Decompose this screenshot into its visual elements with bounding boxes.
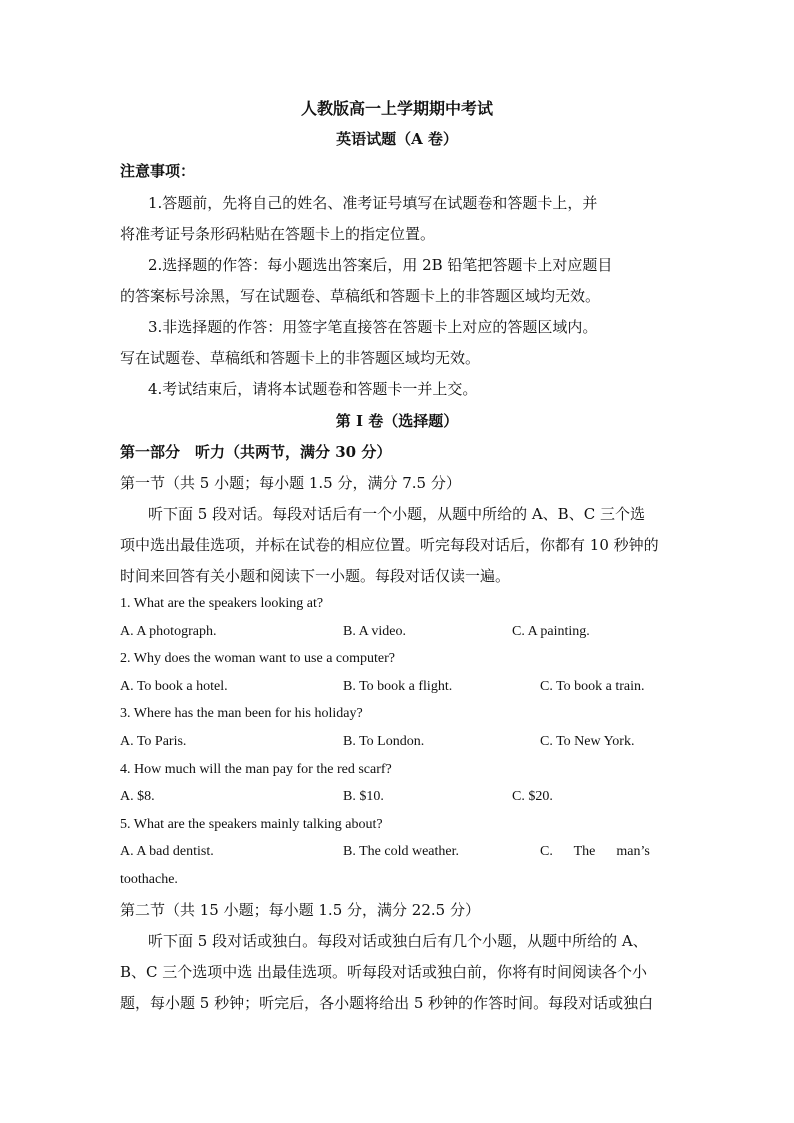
page-title: 人教版高一上学期期中考试 bbox=[300, 99, 493, 118]
notice-line: 3.非选择题的作答：用签字笔直接答在答题卡上对应的答题区域内。 bbox=[148, 318, 598, 336]
question-stem: 4. How much will the man pay for the red scarf? bbox=[120, 762, 392, 777]
option-b: B. To London. bbox=[343, 734, 425, 749]
option-a: A. A photograph. bbox=[120, 624, 217, 639]
section1-heading: 第一节（共 5 小题；每小题 1.5 分，满分 7.5 分） bbox=[120, 474, 461, 492]
option-c-continued: toothache. bbox=[120, 872, 178, 887]
option-b: B. A video. bbox=[343, 624, 407, 639]
question-stem: 3. Where has the man been for his holiday? bbox=[120, 706, 363, 721]
option-c: C. To book a train. bbox=[540, 679, 645, 694]
option-a: A. A bad dentist. bbox=[120, 844, 214, 859]
option-b: B. The cold weather. bbox=[343, 844, 459, 859]
notice-line: 的答案标号涂黑，写在试题卷、草稿纸和答题卡上的非答题区域均无效。 bbox=[120, 287, 601, 305]
option-c: C. The man’s bbox=[540, 844, 650, 859]
question-stem: 2. Why does the woman want to use a computer? bbox=[120, 651, 396, 666]
notice-line: 将准考证号条形码粘贴在答题卡上的指定位置。 bbox=[120, 225, 436, 243]
option-a: A. To book a hotel. bbox=[120, 679, 228, 694]
option-c: C. To New York. bbox=[540, 734, 635, 749]
section2-instruction: 题，每小题 5 秒钟；听完后，各小题将给出 5 秒钟的作答时间。每段对话或独白 bbox=[120, 994, 654, 1012]
notice-line: 写在试题卷、草稿纸和答题卡上的非答题区域均无效。 bbox=[120, 349, 481, 367]
option-b: B. To book a flight. bbox=[343, 679, 453, 694]
question-stem: 5. What are the speakers mainly talking about? bbox=[120, 817, 383, 832]
option-a: A. To Paris. bbox=[120, 734, 187, 749]
page-subtitle: 英语试题（A 卷） bbox=[336, 130, 458, 148]
notice-heading: 注意事项： bbox=[120, 162, 196, 180]
section1-instruction: 听下面 5 段对话。每段对话后有一个小题，从题中所给的 A、B、C 三个选 bbox=[148, 505, 645, 523]
section2-instruction: 听下面 5 段对话或独白。每段对话或独白后有几个小题，从题中所给的 A、 bbox=[148, 932, 648, 950]
option-c: C. $20. bbox=[512, 789, 553, 804]
notice-line: 1.答题前，先将自己的姓名、准考证号填写在试题卷和答题卡上，并 bbox=[148, 194, 598, 212]
section1-instruction: 时间来回答有关小题和阅读下一小题。每段对话仅读一遍。 bbox=[120, 567, 511, 585]
volume-title: 第 I 卷（选择题） bbox=[335, 412, 459, 430]
section1-instruction: 项中选出最佳选项，并标在试卷的相应位置。听完每段对话后，你都有 10 秒钟的 bbox=[120, 536, 659, 554]
question-stem: 1. What are the speakers looking at? bbox=[120, 596, 324, 611]
part1-heading: 第一部分 听力（共两节，满分 30 分） bbox=[120, 443, 392, 461]
notice-line: 4.考试结束后，请将本试题卷和答题卡一并上交。 bbox=[148, 380, 478, 398]
option-c: C. A painting. bbox=[512, 624, 590, 639]
option-b: B. $10. bbox=[343, 789, 384, 804]
option-a: A. $8. bbox=[120, 789, 155, 804]
notice-line: 2.选择题的作答：每小题选出答案后，用 2B 铅笔把答题卡上对应题目 bbox=[148, 256, 613, 274]
section2-instruction: B、C 三个选项中选 出最佳选项。听每段对话或独白前，你将有时间阅读各个小 bbox=[120, 963, 648, 981]
section2-heading: 第二节（共 15 小题；每小题 1.5 分，满分 22.5 分） bbox=[120, 901, 480, 919]
